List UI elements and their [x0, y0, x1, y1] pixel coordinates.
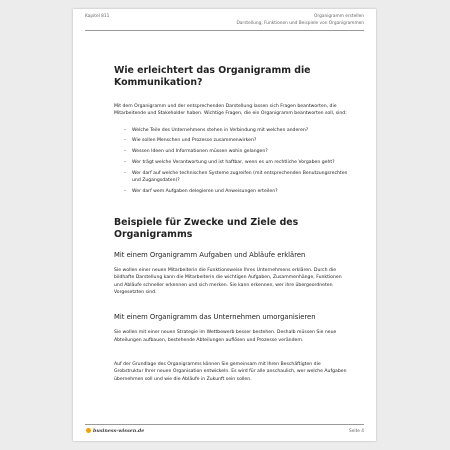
section-heading-examples: Beispiele für Zwecke und Ziele des Organigramms [114, 217, 299, 241]
list-item: – Wessen Ideen und Informationen müssen wohin gelangen? [124, 149, 268, 155]
header-divider [85, 30, 364, 31]
list-item-text: Wie sollen Menschen und Prozesse zusammenwirken? [132, 138, 257, 144]
section-heading-communication: Wie erleichtert das Organigramm die Kommunikation? [114, 65, 311, 88]
list-item-text: Wer darf wem Aufgaben delegieren und Anweisungen erteilen? [132, 188, 278, 194]
chapter-label: Kapitel 811 [85, 14, 110, 19]
list-item-text: Wer darf auf welche technischen Systeme zugreifen (mit entsprechenden Benutzungsrechten und Zugangsdaten)? [132, 170, 348, 184]
question-list [114, 127, 350, 196]
header-title: Organigramm erstellen [314, 14, 364, 19]
list-item-text: Wessen Ideen und Informationen müssen wohin gelangen? [132, 149, 268, 155]
list-item: – Wie sollen Menschen und Prozesse zusammenwirken? [124, 138, 257, 144]
page-content [114, 65, 350, 392]
logo-text: business-wissen.de [93, 428, 145, 434]
paragraph-closing: Auf der Grundlage des Organigramms können Sie gemeinsam mit Ihren Beschäftigten die Grobstruktur Ihrer neuen Organisation entwickeln. Es wird für alle anschaulich, wer welche Aufgaben übernehmen soll und wie die Abläufe in Zukunft sein sollen. [114, 361, 347, 382]
page-number: Seite 4 [349, 429, 364, 434]
paragraph-explain-tasks: Sie wollen einer neuen Mitarbeiterin die Funktionsweise Ihres Unternehmens erklären. Durch die bildhafte Darstellung kann die Mitarbeiterin die wichtigen Aufgaben, Zusammenhänge, Funktionen und Abläufe schneller erkennen und sich merken. Sie kann erkennen, wer ihre übergeordneten Vorgesetzten sind. [114, 268, 342, 296]
section-intro-paragraph: Mit dem Organigramm und der entsprechenden Darstellung lassen sich Fragen beantworten, die Mitarbeitende und Stakeholder haben. Wichtige Fragen, die ein Organigramm beantworten soll, sind: [114, 104, 347, 117]
brand-logo [86, 428, 144, 434]
document-page [73, 9, 376, 441]
subheading-explain-tasks: Mit einem Organigramm Aufgaben und Abläufe erklären [114, 251, 306, 260]
list-item: – Wer darf auf welche technischen Systeme zugreifen (mit entsprechenden Benutzungsrechten und Zugangsdaten)? [124, 170, 348, 184]
logo-dot-icon [86, 428, 91, 433]
header-subtitle: Darstellung, Funktionen und Beispiele von Organigrammen [236, 21, 364, 26]
list-item-text: Wer trägt welche Verantwortung und ist haftbar, wenn es um rechtliche Vorgaben geht? [132, 159, 335, 165]
list-item: – Wer darf wem Aufgaben delegieren und Anweisungen erteilen? [124, 188, 278, 194]
list-item-text: Welche Teile des Unternehmens stehen in Verbindung mit welchen anderen? [132, 127, 309, 133]
list-item: – Welche Teile des Unternehmens stehen in Verbindung mit welchen anderen? [124, 127, 309, 133]
paragraph-reorganize: Sie wollen mit einer neuen Strategie im Wettbewerb besser bestehen. Deshalb müssen Sie neue Abteilungen aufbauen, bestehende Abteilungen auflösen und Prozesse verändern. [114, 330, 337, 343]
list-item: – Wer trägt welche Verantwortung und ist haftbar, wenn es um rechtliche Vorgaben geht? [124, 159, 335, 165]
subheading-reorganize: Mit einem Organigramm das Unternehmen umorganisieren [114, 313, 316, 322]
footer-divider [85, 424, 364, 425]
